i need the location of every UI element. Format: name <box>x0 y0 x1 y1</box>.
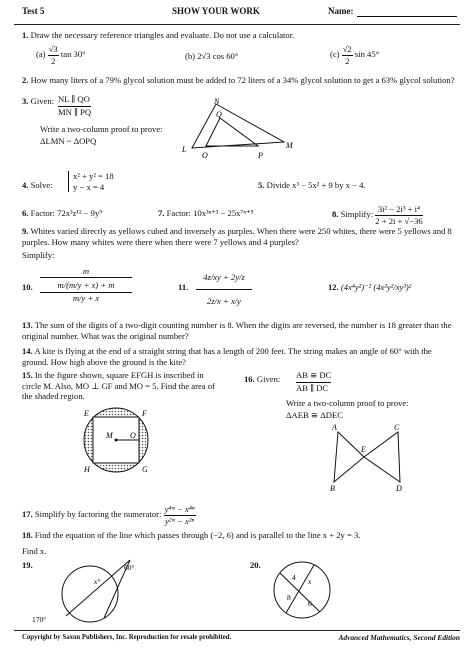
problem-1c: (c) $\frac{√2}{2}$ sin 45° <box>330 44 380 66</box>
label-H: H <box>84 465 90 474</box>
problem-6: 6. Factor: 72x³z¹² − 9y⁹ <box>22 208 103 218</box>
label-D: D <box>396 484 402 493</box>
problem-7: 7. Factor: 10x³ⁿ⁺³ − 25x⁷ⁿ⁺⁵ <box>158 208 254 218</box>
label-8: 8 <box>287 593 291 602</box>
test-label: Test 5 <box>22 6 45 16</box>
label-A: A <box>332 423 337 432</box>
label-G: G <box>142 465 148 474</box>
problem-16-given: AB ≅ DC AB ∥ DC <box>296 370 332 393</box>
problem-10-expr: m m/(m/y + x) + m m/y + x <box>40 266 132 304</box>
header-rule <box>14 24 460 25</box>
label-6: 6 <box>308 599 312 608</box>
problem-5: 5. Divide x³ − 5x² + 9 by x − 4. <box>258 180 366 190</box>
problem-18: 18. Find the equation of the line which passes through (−2, 6) and is parallel to the line x + 2y = 3. <box>22 530 361 540</box>
label-4: 4 <box>292 573 296 582</box>
circle-chords-diagram <box>270 556 334 622</box>
page-title: SHOW YOUR WORK <box>172 6 260 16</box>
label-x: x <box>308 577 312 586</box>
simplify-label: Simplify: <box>22 250 55 260</box>
label-P: P <box>258 151 263 160</box>
label-170-deg: 170° <box>32 615 47 624</box>
problem-3-prove: ΔLMN ~ ΔOPQ <box>40 136 97 146</box>
label-Q: Q <box>216 110 222 119</box>
problem-1: 1. Draw the necessary reference triangles and evaluate. Do not use a calculator. <box>22 30 295 40</box>
problem-2: 2. How many liters of a 79% glycol solution must be added to 72 liters of a 34% glycol solution to get a 63% glycol solution? <box>22 75 455 85</box>
problem-15: 15. In the figure shown, square EFGH is inscribed in circle M. Also, MO ⊥ GF and MO = 5. Find the area of the shaded region. <box>22 370 215 402</box>
triangle-diagram <box>178 96 298 162</box>
footer-copyright: Copyright by Saxon Publishers, Inc. Reproduction for resale prohibited. <box>22 634 232 641</box>
circle-secant-diagram <box>30 556 170 624</box>
circle-square-diagram <box>60 404 172 478</box>
problem-19-num: 19. <box>22 560 33 570</box>
problem-3-given: NL ∥ QO MN ∥ PQ <box>58 94 92 117</box>
problem-3: 3. Given: <box>22 96 54 106</box>
label-M: M <box>286 141 293 150</box>
problem-1-text: Draw the necessary reference triangles and evaluate. Do not use a calculator. <box>30 30 295 40</box>
label-B: B <box>330 484 335 493</box>
problem-8: 8. Simplify: $\frac{\text{3i² − 2i³ + i⁴}}{2 + 2i + √-36}$ <box>332 204 423 226</box>
label-O: O <box>130 431 136 440</box>
problem-17: 17. Simplify by factoring the numerator: $\frac{\text{y⁴ᵐ − x⁴ⁿ}}{\text{y²ᵐ − x²ⁿ}}$ <box>22 504 195 526</box>
problem-11-num: 11. <box>178 282 189 292</box>
label-C: C <box>394 423 400 432</box>
footer-book-title: Advanced Mathematics, Second Edition <box>338 633 460 642</box>
problem-13: 13. The sum of the digits of a two-digit counting number is 8. When the digits are reversed, the number is 18 greater than the original number. What was the original number? <box>22 320 452 341</box>
label-E: E <box>84 409 89 418</box>
label-x-deg: x° <box>94 577 101 586</box>
problem-11-expr: 4z/xy + 2y/z 2z/x + x/y <box>196 266 252 312</box>
label-60-deg: 60° <box>124 563 135 572</box>
problem-14: 14. A kite is flying at the end of a straight string that has a length of 200 feet. The string makes an angle of 60° with the ground. How high above the ground is the kite? <box>22 346 432 367</box>
bowtie-diagram <box>322 420 412 494</box>
problem-1b: (b) 2√3 cos 60° <box>185 51 239 61</box>
label-F: F <box>142 409 147 418</box>
footer-rule <box>14 630 460 631</box>
name-label: Name: <box>328 6 354 16</box>
problem-1a: (a) $\frac{√3}{2}$ tan 30° <box>36 44 86 66</box>
label-M: M <box>106 431 113 440</box>
problem-16-prove: ΔAEB ≅ ΔDEC <box>286 410 343 420</box>
problem-12: 12. (4x⁴y²)⁻² (4x²y²/xy³)² <box>328 282 412 292</box>
label-N: N <box>214 97 220 106</box>
label-O: O <box>202 151 208 160</box>
problem-9: 9. Whites varied directly as yellows cubed and inversely as purples. When there were 250 whites, there were 5 yellows and 8 purples. How many whites were there when there were 7 yellows and 4 purples? <box>22 226 452 247</box>
label-E: E <box>361 445 366 454</box>
problem-4-system: x² + y² = 18 y − x = 4 <box>68 171 114 192</box>
problem-4: 4. Solve: <box>22 180 53 190</box>
label-L: L <box>182 145 187 154</box>
problem-20-num: 20. <box>250 560 261 570</box>
problem-3-prove-text: Write a two-column proof to prove: <box>40 124 163 134</box>
problem-10-num: 10. <box>22 282 33 292</box>
problem-16-prove-text: Write a two-column proof to prove: <box>286 398 409 408</box>
name-line[interactable] <box>357 16 457 17</box>
problem-16: 16. Given: <box>244 374 281 384</box>
find-x-label: Find x. <box>22 546 47 556</box>
